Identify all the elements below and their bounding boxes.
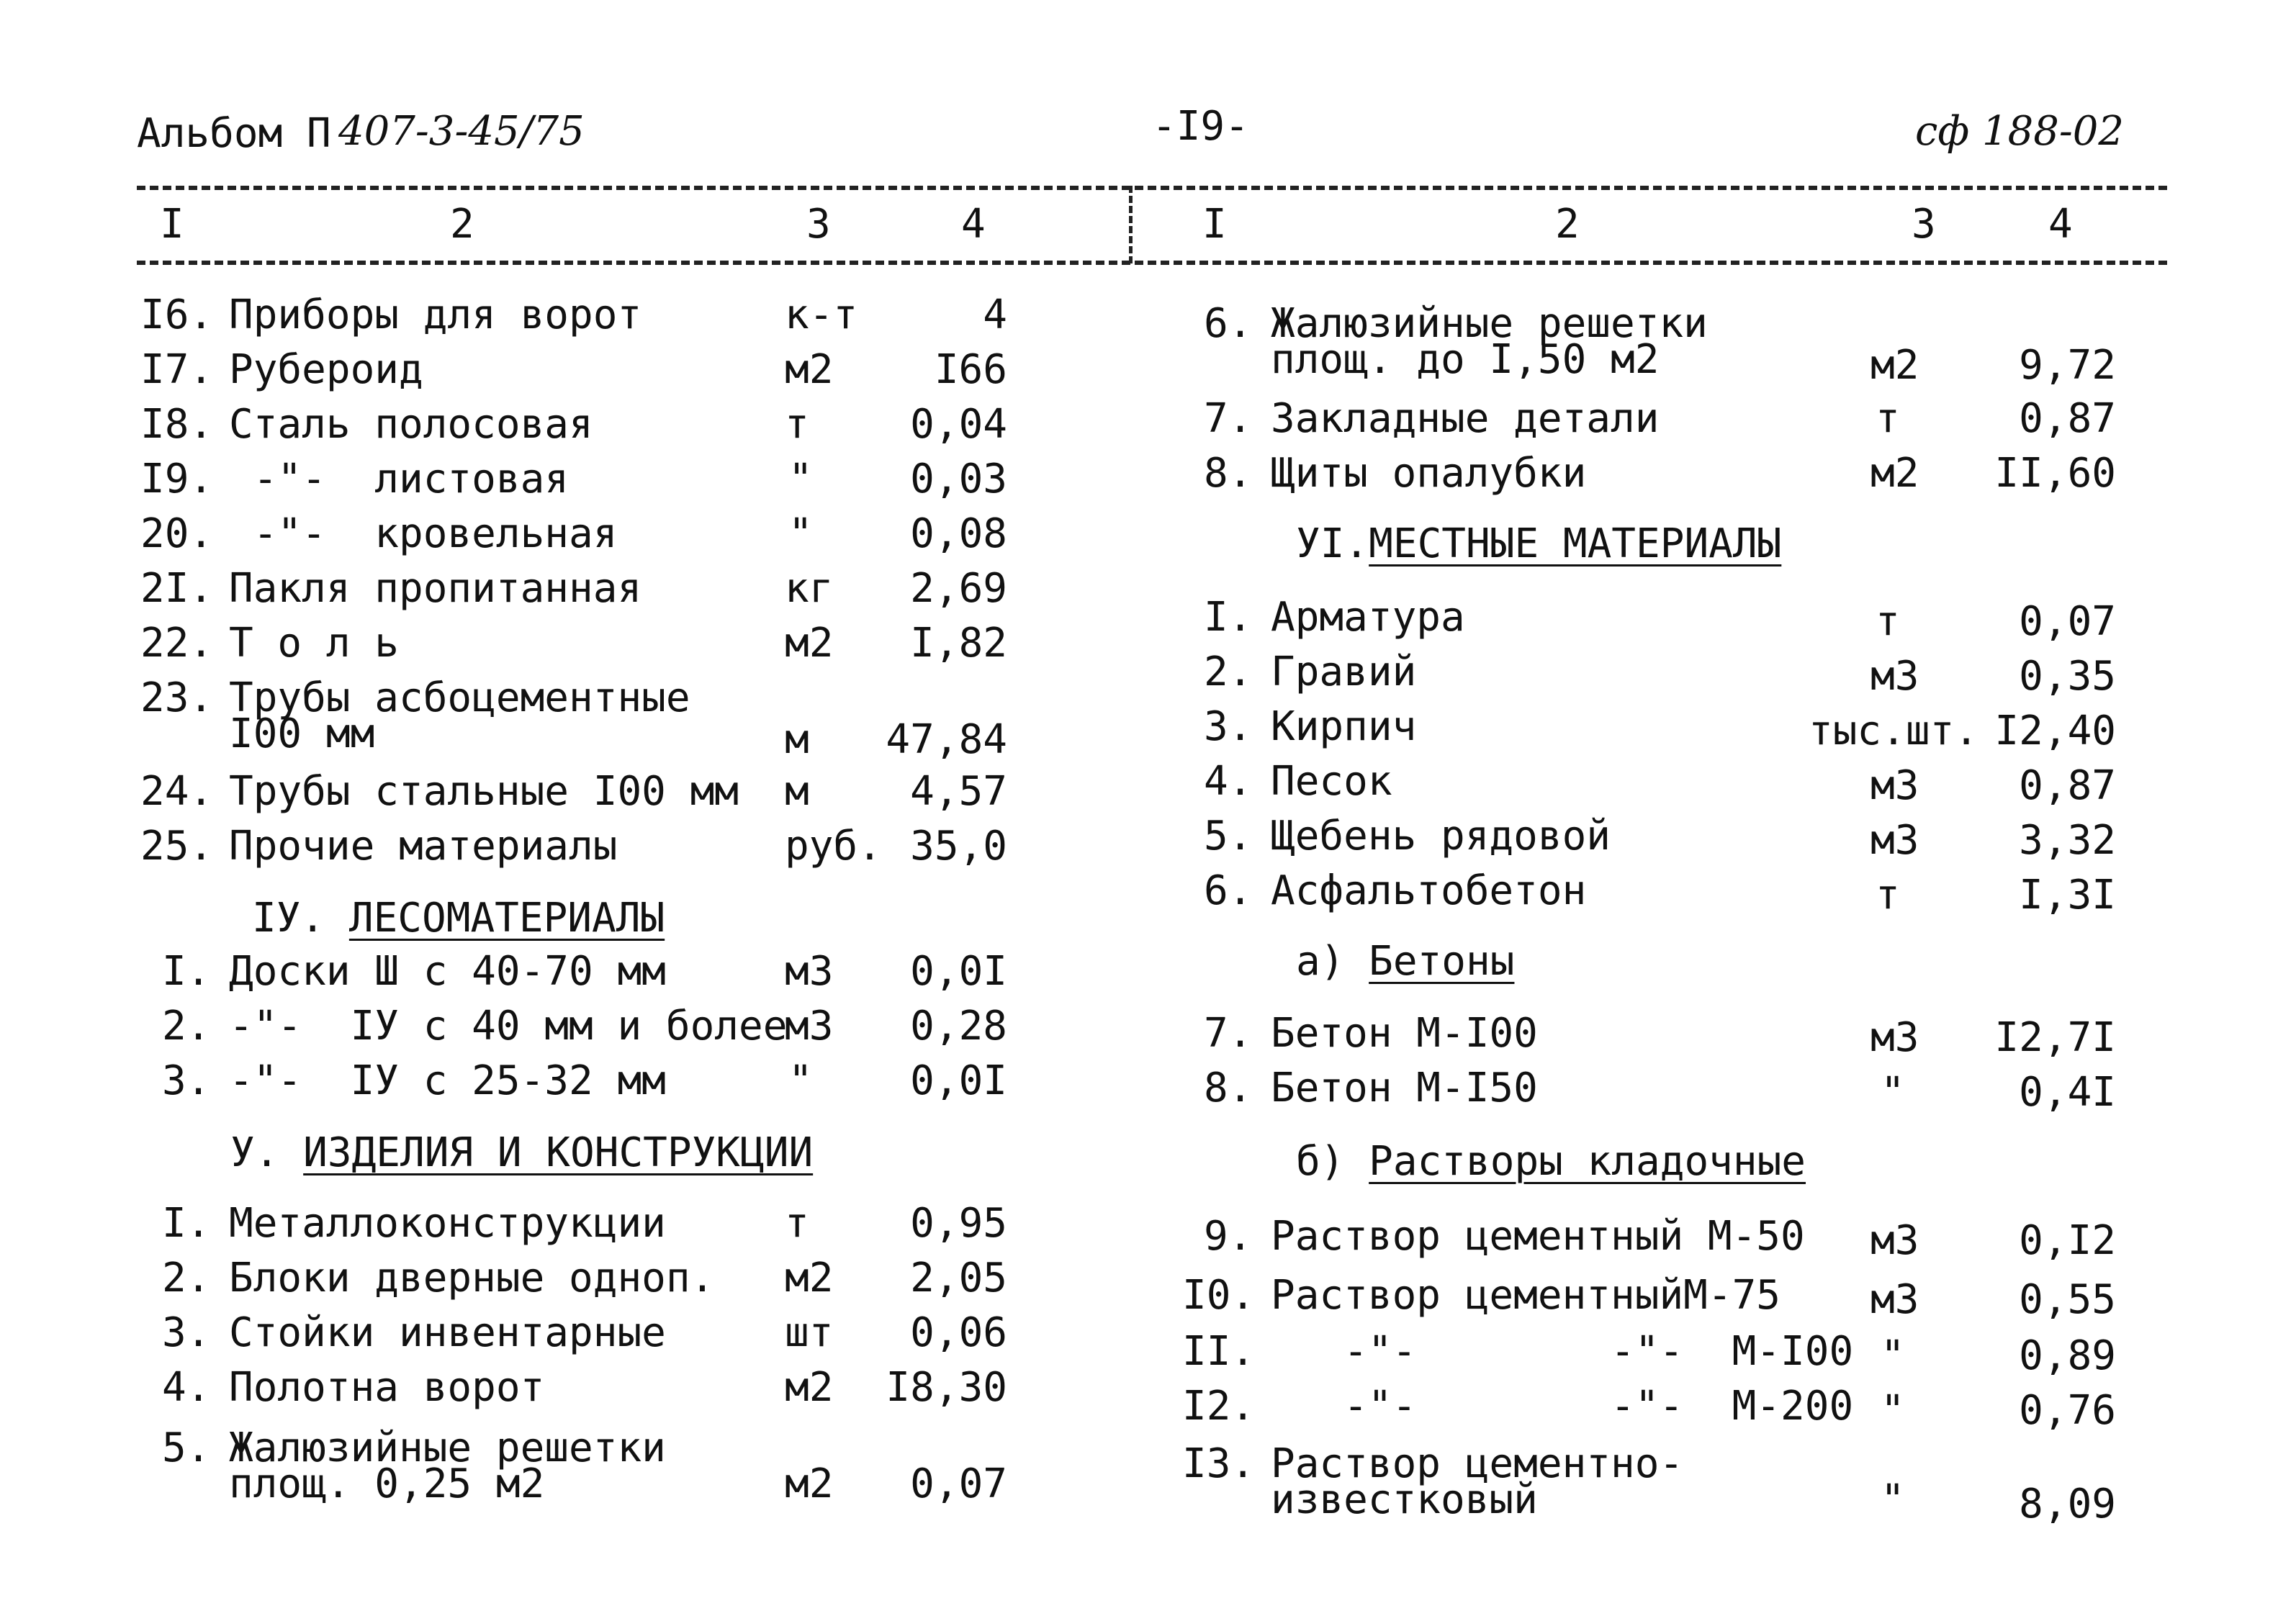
right-mortar-9-number: 9. [1204,1213,1253,1260]
right-item-6-name-line2: площ. до I,50 м2 [1271,336,1660,383]
right-local-3-name: Кирпич [1271,703,1417,750]
left-item-16-unit: к-т [785,292,858,338]
right-mortar-10-name: Раствор цементныйМ-75 [1271,1272,1781,1319]
right-item-6-unit: м2 [1870,342,1919,389]
right-local-4-number: 4. [1204,758,1253,805]
left-item-20-name: -"- кровельная [229,510,618,557]
right-local-1-name: Арматура [1271,594,1465,641]
left-item-21-qty: 2,69 [910,565,1007,612]
left-item-25-name: Прочие материалы [229,823,618,870]
right-item-8-qty: II,60 [1994,450,2116,497]
left-prod-3-qty: 0,06 [910,1309,1007,1356]
left-prod-2-unit: м2 [785,1255,834,1301]
right-item-6-qty: 9,72 [2019,342,2116,389]
right-local-6-qty: I,3I [2019,872,2116,918]
right-local-4-unit: м3 [1870,762,1919,809]
right-mortar-10-qty: 0,55 [2019,1276,2116,1323]
section-4-heading [252,895,665,942]
right-mortar-12-qty: 0,76 [2019,1387,2116,1434]
right-item-7-name: Закладные детали [1271,395,1660,442]
album-code: 407-3-45/75 [338,108,585,155]
left-item-17-qty: I66 [934,346,1007,393]
subsection-a-heading [1296,938,1515,985]
section-5-number: У. [230,1129,279,1176]
right-mortar-13-number: I3. [1182,1440,1256,1487]
left-wood-3-qty: 0,0I [910,1057,1007,1104]
left-item-25-number: 25. [140,823,214,870]
subsection-b-heading [1296,1138,1806,1185]
column-separator [1129,186,1133,263]
col-header-right-2: 2 [1555,201,1580,248]
left-item-21-name: Пакля пропитанная [229,565,642,612]
left-prod-1-number: I. [162,1200,211,1247]
left-item-20-qty: 0,08 [910,510,1007,557]
left-prod-5-number: 5. [162,1425,211,1471]
right-concrete-7-qty: I2,7I [1994,1014,2116,1061]
section-4-title: ЛЕСОМАТЕРИАЛЫ [348,895,665,942]
right-concrete-7-unit: м3 [1870,1014,1919,1061]
right-local-5-name: Щебень рядовой [1271,813,1611,859]
right-local-6-unit: т [1876,872,1900,918]
left-item-23-unit: м [785,716,809,763]
left-item-19-qty: 0,03 [910,456,1007,502]
right-concrete-7-name: Бетон М-I00 [1271,1010,1538,1057]
right-local-6-name: Асфальтобетон [1271,867,1587,914]
col-header-left-1: I [160,201,184,248]
left-item-16-number: I6. [140,292,214,338]
right-mortar-11-name: -"- -"- М-I00 [1271,1328,1854,1375]
left-prod-4-qty: I8,30 [886,1364,1007,1411]
left-prod-1-name: Металлоконструкции [229,1200,666,1247]
right-local-1-number: I. [1204,594,1253,641]
right-local-2-unit: м3 [1870,653,1919,700]
right-mortar-10-number: I0. [1182,1272,1256,1319]
sheet-code: сф 188-02 [1915,108,2125,155]
right-local-3-unit: тыс.шт. [1809,708,1979,754]
left-item-23-number: 23. [140,674,214,721]
col-header-left-4: 4 [961,201,986,248]
left-item-18-name: Сталь полосовая [229,401,593,448]
right-mortar-12-name: -"- -"- М-200 [1271,1383,1854,1430]
right-local-2-number: 2. [1204,649,1253,695]
left-prod-2-number: 2. [162,1255,211,1301]
page-number: -I9- [1152,103,1249,150]
left-item-25-unit: руб. [785,823,882,870]
left-prod-4-name: Полотна ворот [229,1364,545,1411]
right-concrete-7-number: 7. [1204,1010,1253,1057]
section-6-heading [1296,520,1782,567]
right-local-2-name: Гравий [1271,649,1417,695]
left-wood-2-name: -"- IУ с 40 мм и более [229,1003,788,1050]
right-item-6-name-line1: Жалюзийные решетки [1271,300,1708,347]
right-mortar-12-unit: " [1881,1387,1905,1434]
left-item-22-qty: I,82 [910,620,1007,667]
left-wood-3-name: -"- IУ с 25-32 мм [229,1057,666,1104]
right-mortar-12-number: I2. [1182,1383,1256,1430]
left-wood-2-number: 2. [162,1003,211,1050]
left-item-21-number: 2I. [140,565,214,612]
left-item-16-name: Приборы для ворот [229,292,642,338]
right-local-2-qty: 0,35 [2019,653,2116,700]
right-local-5-qty: 3,32 [2019,817,2116,864]
right-item-7-qty: 0,87 [2019,395,2116,442]
section-5-heading [230,1129,814,1176]
left-item-23-name-line2: I00 мм [229,710,375,757]
left-prod-5-name-line1: Жалюзийные решетки [229,1425,666,1471]
left-item-24-name: Трубы стальные I00 мм [229,768,739,815]
left-item-16-qty: 4 [983,292,1007,338]
right-concrete-8-unit: " [1881,1069,1905,1116]
right-concrete-8-qty: 0,4I [2019,1069,2116,1116]
header-top-rule [137,186,2167,190]
right-local-5-unit: м3 [1870,817,1919,864]
left-prod-4-number: 4. [162,1364,211,1411]
right-mortar-13-name-line2: известковый [1271,1476,1538,1523]
right-mortar-10-unit: м3 [1870,1276,1919,1323]
right-item-8-number: 8. [1204,450,1253,497]
section-5-title: ИЗДЕЛИЯ И КОНСТРУКЦИИ [303,1129,814,1176]
section-4-number: IУ. [252,895,325,942]
right-mortar-9-qty: 0,I2 [2019,1217,2116,1264]
left-item-22-name: Т о л ь [229,620,400,667]
col-header-right-3: 3 [1912,201,1936,248]
left-item-24-unit: м [785,768,809,815]
left-prod-2-name: Блоки дверные одноп. [229,1255,715,1301]
right-mortar-9-name: Раствор цементный М-50 [1271,1213,1805,1260]
right-mortar-13-unit: " [1881,1476,1905,1523]
left-item-24-number: 24. [140,768,214,815]
left-item-22-unit: м2 [785,620,834,667]
right-concrete-8-name: Бетон М-I50 [1271,1065,1538,1111]
right-local-6-number: 6. [1204,867,1253,914]
left-item-17-number: I7. [140,346,214,393]
left-prod-3-unit: шт [785,1309,834,1356]
left-prod-3-number: 3. [162,1309,211,1356]
header-bottom-rule [137,261,2167,265]
right-mortar-11-qty: 0,89 [2019,1332,2116,1379]
left-wood-1-unit: м3 [785,948,834,995]
album-label: Альбом П [137,110,331,157]
left-prod-1-unit: т [785,1200,809,1247]
col-header-left-3: 3 [806,201,831,248]
right-item-7-number: 7. [1204,395,1253,442]
left-wood-1-number: I. [162,948,211,995]
left-item-25-qty: 35,0 [910,823,1007,870]
left-wood-3-unit: " [788,1057,813,1104]
right-local-4-qty: 0,87 [2019,762,2116,809]
right-item-6-number: 6. [1204,300,1253,347]
right-mortar-9-unit: м3 [1870,1217,1919,1264]
left-prod-3-name: Стойки инвентарные [229,1309,666,1356]
left-item-20-number: 20. [140,510,214,557]
subsection-a-number: а) [1296,938,1345,985]
left-item-19-unit: " [788,456,813,502]
col-header-right-4: 4 [2048,201,2073,248]
right-item-7-unit: т [1876,395,1900,442]
left-wood-3-number: 3. [162,1057,211,1104]
left-item-17-unit: м2 [785,346,834,393]
section-6-number: УI. [1296,520,1369,567]
right-mortar-13-name-line1: Раствор цементно- [1271,1440,1684,1487]
left-item-23-qty: 47,84 [886,716,1007,763]
left-item-20-unit: " [788,510,813,557]
right-concrete-8-number: 8. [1204,1065,1253,1111]
left-prod-5-unit: м2 [785,1461,834,1507]
left-prod-4-unit: м2 [785,1364,834,1411]
right-local-1-unit: т [1876,598,1900,645]
right-mortar-11-number: II. [1182,1328,1256,1375]
left-wood-2-qty: 0,28 [910,1003,1007,1050]
left-item-22-number: 22. [140,620,214,667]
left-wood-2-unit: м3 [785,1003,834,1050]
left-item-19-name: -"- листовая [229,456,570,502]
col-header-right-1: I [1202,201,1227,248]
left-prod-5-qty: 0,07 [910,1461,1007,1507]
left-item-23-name-line1: Трубы асбоцементные [229,674,690,721]
left-item-21-unit: кг [785,565,834,612]
left-item-19-number: I9. [140,456,214,502]
left-prod-1-qty: 0,95 [910,1200,1007,1247]
right-local-5-number: 5. [1204,813,1253,859]
right-mortar-13-qty: 8,09 [2019,1481,2116,1527]
right-local-3-qty: I2,40 [1994,708,2116,754]
left-item-17-name: Рубероид [229,346,423,393]
subsection-a-title: Бетоны [1369,938,1515,985]
right-local-3-number: 3. [1204,703,1253,750]
right-local-1-qty: 0,07 [2019,598,2116,645]
left-item-18-unit: т [785,401,809,448]
section-6-title: МЕСТНЫЕ МАТЕРИАЛЫ [1369,520,1782,567]
left-item-24-qty: 4,57 [910,768,1007,815]
right-item-8-name: Щиты опалубки [1271,450,1587,497]
left-prod-5-name-line2: площ. 0,25 м2 [229,1461,545,1507]
subsection-b-number: б) [1296,1138,1345,1185]
left-wood-1-name: Доски Ш с 40-70 мм [229,948,666,995]
col-header-left-2: 2 [450,201,474,248]
right-local-4-name: Песок [1271,758,1392,805]
subsection-b-title: Растворы кладочные [1369,1138,1806,1185]
left-prod-2-qty: 2,05 [910,1255,1007,1301]
right-item-8-unit: м2 [1870,450,1919,497]
right-mortar-11-unit: " [1881,1332,1905,1379]
left-item-18-qty: 0,04 [910,401,1007,448]
left-item-18-number: I8. [140,401,214,448]
left-wood-1-qty: 0,0I [910,948,1007,995]
